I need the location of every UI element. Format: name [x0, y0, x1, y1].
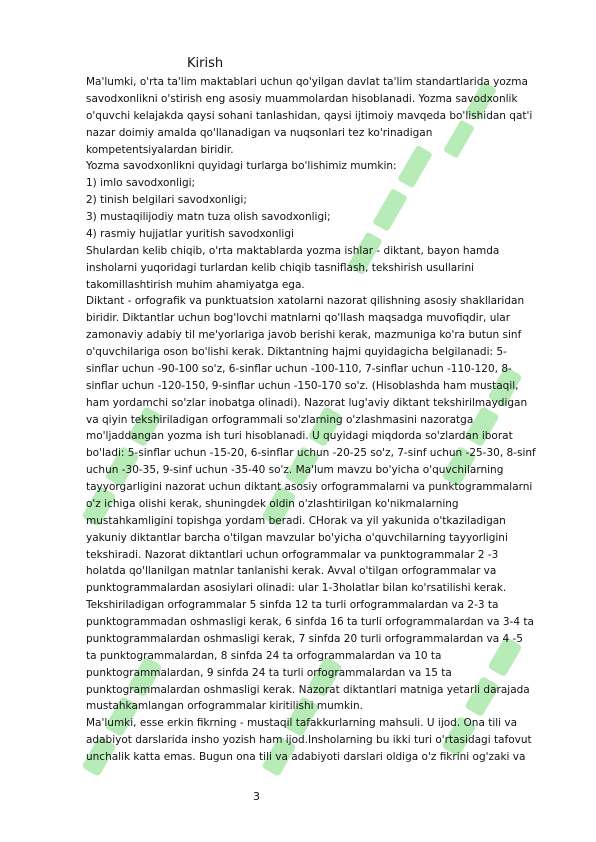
- document-title: Kirish: [187, 56, 224, 71]
- text-line: o'quvchilariga oson bo'lishi kerak. Diktantning hajmi quyidagicha belgilanadi: 5-: [86, 346, 507, 358]
- text-line: o'quvchi kelajakda qaysi sohani tanlashidan, qaysi ijtimoiy mavqeda bo'lishidan qat'i: [86, 109, 533, 122]
- text-line: nazar doimiy amalda qo'llanadigan va nuqsonlari tez ko'rinadigan: [86, 126, 433, 139]
- text-line: o'z ichiga olishi kerak, shuningdek oldin o'zlashtirilgan ko'nikmalarning: [86, 497, 459, 510]
- text-line: tayyorgarligini nazorat uchun diktant asosiy orfogrammalarni va punktogrammalarni: [86, 481, 533, 493]
- text-line: biridir. Diktantlar uchun bog'lovchi matnlarni qo'llash maqsadga muvofiqdir, ular: [86, 312, 511, 325]
- text-line: bo'ladi: 5-sinflar uchun -15-20, 6-sinflar uchun -20-25 so'z, 7-sinf uchun -25-30, 8-sinf: [86, 447, 536, 460]
- text-line: yakuniy diktantlar barcha o'tilgan mavzular bo'yicha o'quvchilarning tayyorligini: [86, 531, 508, 544]
- text-line: Ma'lumki, o'rta ta'lim maktablari uchun qo'yilgan davlat ta'lim standartlarida yozma: [86, 76, 528, 88]
- text-line: mustahkamlangan orfogrammalar kiritilishi mumkin.: [86, 700, 363, 713]
- text-line: 4) rasmiy hujjatlar yuritish savodxonligi: [86, 227, 294, 240]
- text-line: kompetentsiyalardan biridir.: [86, 143, 234, 156]
- text-line: punktogrammalardan oshmasligi kerak, 7 sinfda 20 turli orfogrammalardan va 4 -5: [86, 632, 523, 645]
- text-line: Shulardan kelib chiqib, o'rta maktablarda yozma ishlar - diktant, bayon hamda: [86, 244, 500, 257]
- text-line: uchun -30-35, 9-sinf uchun -35-40 so'z. Ma'lum mavzu bo'yicha o'quvchilarning: [86, 464, 504, 477]
- text-line: va qiyin tekshiriladigan orfogrammali so'zlarning o'zlashmasini nazoratga: [86, 413, 474, 426]
- text-line: insholarni yuqoridagi turlardan kelib chiqib tasniflash, tekshirish usullarini: [86, 261, 475, 274]
- text-line: punktogrammalardan, 9 sinfda 24 ta turli orfogrammalardan va 15 ta: [86, 666, 452, 679]
- text-line: sinflar uchun -120-150, 9-sinflar uchun -150-170 so'z. (Hisoblashda ham mustaqil,: [86, 379, 519, 392]
- text-line: tekshiradi. Nazorat diktantlari uchun orfogrammalar va punktogrammalar 2 -3: [86, 548, 499, 561]
- text-line: Yozma savodxonlikni quyidagi turlarga bo'lishimiz mumkin:: [86, 160, 397, 173]
- text-line: takomillashtirish muhim ahamiyatga ega.: [86, 278, 305, 291]
- text-line: holatda qo'llanilgan matnlar tanlanishi kerak. Avval o'tilgan orfogrammalar va: [86, 565, 497, 578]
- text-line: mo'ljaddangan yozma ish turi hisoblanadi. U quyidagi miqdorda so'zlardan iborat: [86, 430, 513, 443]
- text-line: mustahkamligini topishga yordam beradi. CHorak va yil yakunida o'tkaziladigan: [86, 514, 506, 527]
- text-line: Ma'lumki, esse erkin fikrning - mustaqil tafakkurlarning mahsuli. U ijod. Ona tili va: [86, 717, 518, 730]
- text-line: savodxonlikni o'stirish eng asosiy muammolardan hisoblanadi. Yozma savodxonlik: [86, 92, 518, 105]
- text-line: Diktant - orfografik va punktuatsion xatolarni nazorat qilishning asosiy shakllaridan: [86, 295, 525, 308]
- text-line: unchalik katta emas. Bugun ona tili va adabiyoti darslari oldiga o'z fikrini og'zaki va: [86, 751, 526, 763]
- document-body: [86, 74, 572, 766]
- text-line: ta punktogrammalardan, 8 sinfda 24 ta orfogrammalardan va 10 ta: [86, 649, 442, 662]
- page-number: 3: [253, 790, 260, 803]
- text-line: 3) mustaqilijodiy matn tuza olish savodxonligi;: [86, 211, 331, 223]
- text-line: punktogrammalardan oshmasligi kerak. Nazorat diktantlari matniga yetarli darajada: [86, 683, 530, 696]
- text-line: adabiyot darslarida insho yozish ham ijod.Insholarning bu ikki turi o'rtasidagi tafovut: [86, 734, 532, 747]
- text-line: sinflar uchun -90-100 so'z, 6-sinflar uchun -100-110, 7-sinflar uchun -110-120, 8-: [86, 362, 512, 375]
- text-line: punktogrammalardan asosiylari olinadi: ular 1-3holatlar bilan ko'rsatilishi kerak.: [86, 582, 507, 595]
- text-line: zamonaviy adabiy til me'yorlariga javob berishi kerak, mazmuniga ko'ra butun sinf: [86, 329, 522, 342]
- text-line: 1) imlo savodxonligi;: [86, 177, 196, 190]
- text-line: Tekshiriladigan orfogrammalar 5 sinfda 12 ta turli orfogrammalardan va 2-3 ta: [86, 599, 499, 612]
- text-line: punktogrammadan oshmasligi kerak, 6 sinfda 16 ta turli orfogrammalardan va 3-4 ta: [86, 616, 534, 628]
- text-line: 2) tinish belgilari savodxonligi;: [86, 194, 247, 207]
- text-line: ham yordamchi so'zlar inobatga olinadi). Nazorat lug'aviy diktant tekshirilmaydigan: [86, 396, 528, 409]
